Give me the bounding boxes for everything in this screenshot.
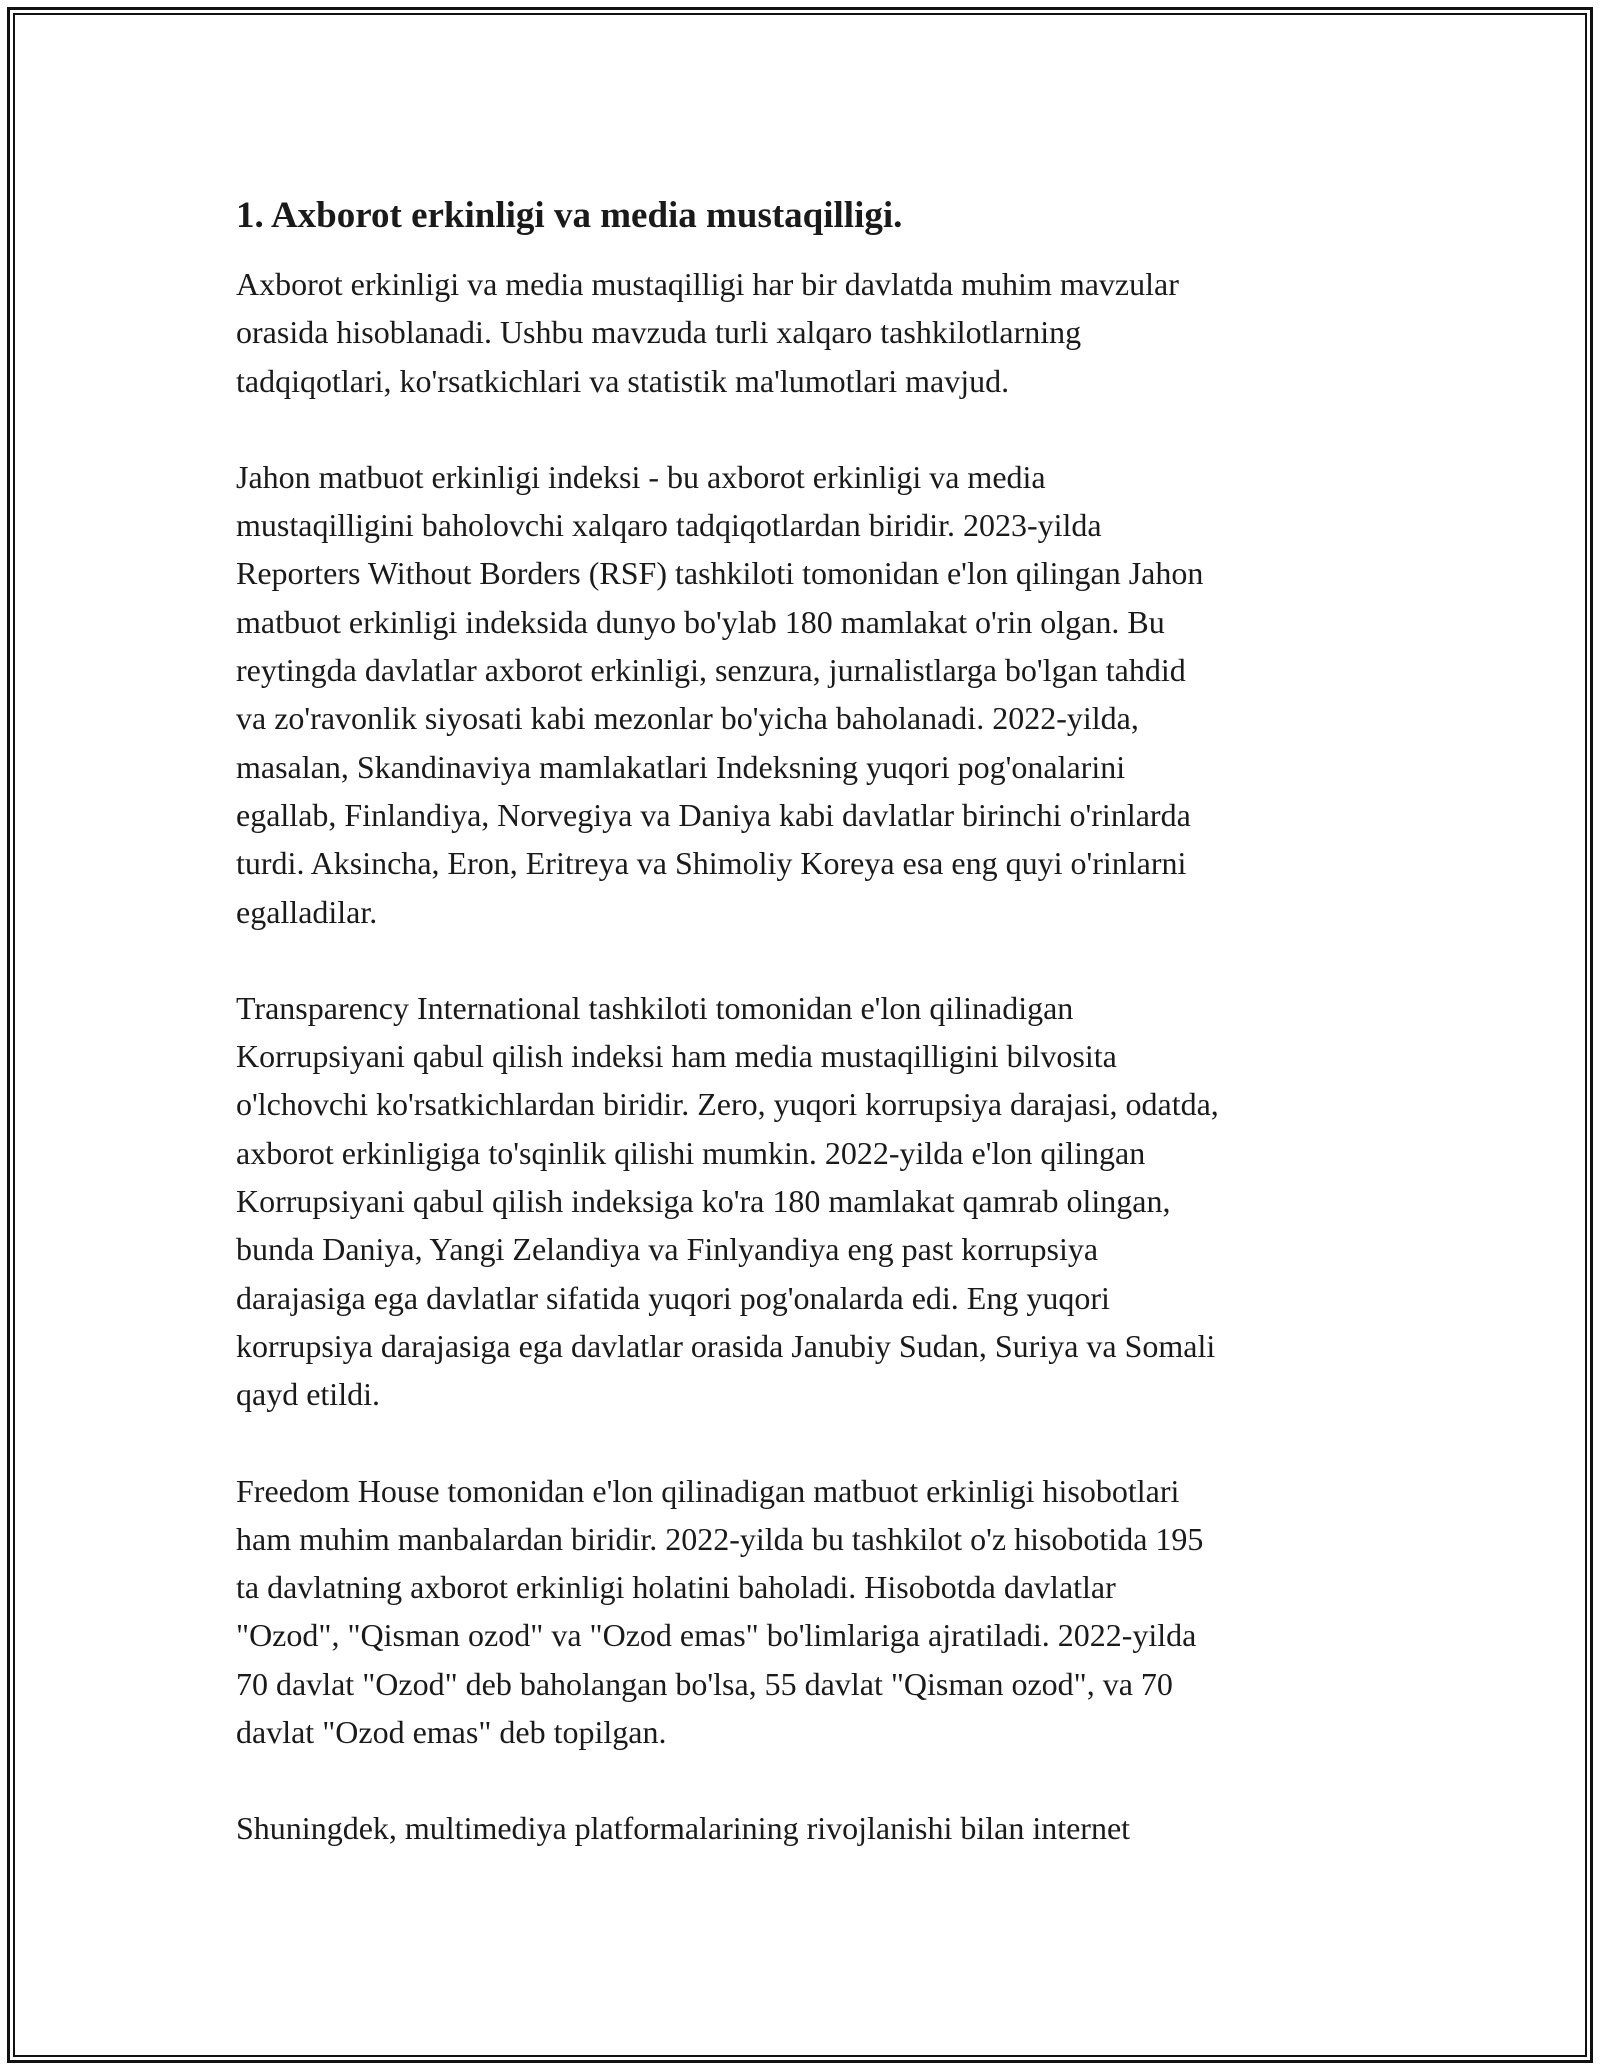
- text-line: Axborot erkinligi va media mustaqilligi har bir davlatda muhim mavzular: [236, 266, 1179, 302]
- text-line: bunda Daniya, Yangi Zelandiya va Finlyandiya eng past korrupsiya: [236, 1231, 1099, 1268]
- text-line: "Ozod", "Qisman ozod" va "Ozod emas" bo'limlariga ajratiladi. 2022-yilda: [236, 1617, 1197, 1654]
- text-line: 70 davlat "Ozod" deb baholangan bo'lsa, 55 davlat "Qisman ozod", va 70: [236, 1665, 1173, 1702]
- text-line: Korrupsiyani qabul qilish indeksiga ko'ra 180 mamlakat qamrab olingan,: [236, 1183, 1171, 1220]
- text-line: darajasiga ega davlatlar sifatida yuqori pog'onalarda edi. Eng yuqori: [236, 1279, 1110, 1316]
- text-line: egallab, Finlandiya, Norvegiya va Daniya kabi davlatlar birinchi o'rinlarda: [236, 796, 1191, 833]
- text-line: o'lchovchi ko'rsatkichlardan biridir. Zero, yuqori korrupsiya darajasi, odatda,: [236, 1086, 1219, 1123]
- text-line: qayd etildi.: [236, 1376, 380, 1413]
- text-line: mustaqilligini baholovchi xalqaro tadqiqotlardan biridir. 2023-yilda: [236, 507, 1102, 544]
- text-line: va zo'ravonlik siyosati kabi mezonlar bo'yicha baholanadi. 2022-yilda,: [236, 700, 1139, 737]
- document-body: [236, 190, 1386, 1901]
- text-line: Shuningdek, multimediya platformalarining rivojlanishi bilan internet: [236, 1810, 1131, 1847]
- text-line: Freedom House tomonidan e'lon qilinadigan matbuot erkinligi hisobotlari: [236, 1472, 1180, 1509]
- text-line: Transparency International tashkiloti tomonidan e'lon qilinadigan: [236, 989, 1074, 1026]
- text-line: tadqiqotlari, ko'rsatkichlari va statistik ma'lumotlari mavjud.: [236, 362, 1010, 399]
- text-line: masalan, Skandinaviya mamlakatlari Indeksning yuqori pog'onalarini: [236, 748, 1126, 785]
- text-line: Reporters Without Borders (RSF) tashkiloti tomonidan e'lon qilingan Jahon: [236, 555, 1204, 592]
- paragraph-multimedia: [236, 1804, 1386, 1852]
- text-line: davlat "Ozod emas" deb topilgan.: [236, 1714, 667, 1751]
- text-line: matbuot erkinligi indeksida dunyo bo'ylab 180 mamlakat o'rin olgan. Bu: [236, 603, 1165, 640]
- text-line: axborot erkinligiga to'sqinlik qilishi mumkin. 2022-yilda e'lon qilingan: [236, 1134, 1146, 1171]
- text-line: turdi. Aksincha, Eron, Eritreya va Shimoliy Koreya esa eng quyi o'rinlarni: [236, 845, 1187, 882]
- text-line: reytingda davlatlar axborot erkinligi, senzura, jurnalistlarga bo'lgan tahdid: [236, 652, 1186, 689]
- paragraph-corruption-index: [236, 984, 1386, 1419]
- text-line: Jahon matbuot erkinligi indeksi - bu axborot erkinligi va media: [236, 458, 1046, 495]
- text-line: korrupsiya darajasiga ega davlatlar orasida Janubiy Sudan, Suriya va Somali: [236, 1327, 1216, 1364]
- paragraph-intro: [236, 260, 1386, 405]
- paragraph-freedom-house: [236, 1467, 1386, 1757]
- text-line: ham muhim manbalardan biridir. 2022-yilda bu tashkilot o'z hisobotida 195: [236, 1520, 1204, 1557]
- text-line: orasida hisoblanadi. Ushbu mavzuda turli xalqaro tashkilotlarning: [236, 314, 1082, 351]
- section-heading: 1. Axborot erkinligi va media mustaqilligi.: [236, 195, 903, 236]
- text-line: egalladilar.: [236, 893, 378, 930]
- text-line: ta davlatning axborot erkinligi holatini baholadi. Hisobotda davlatlar: [236, 1569, 1116, 1606]
- paragraph-press-freedom-index: [236, 453, 1386, 936]
- text-line: Korrupsiyani qabul qilish indeksi ham media mustaqilligini bilvosita: [236, 1038, 1117, 1075]
